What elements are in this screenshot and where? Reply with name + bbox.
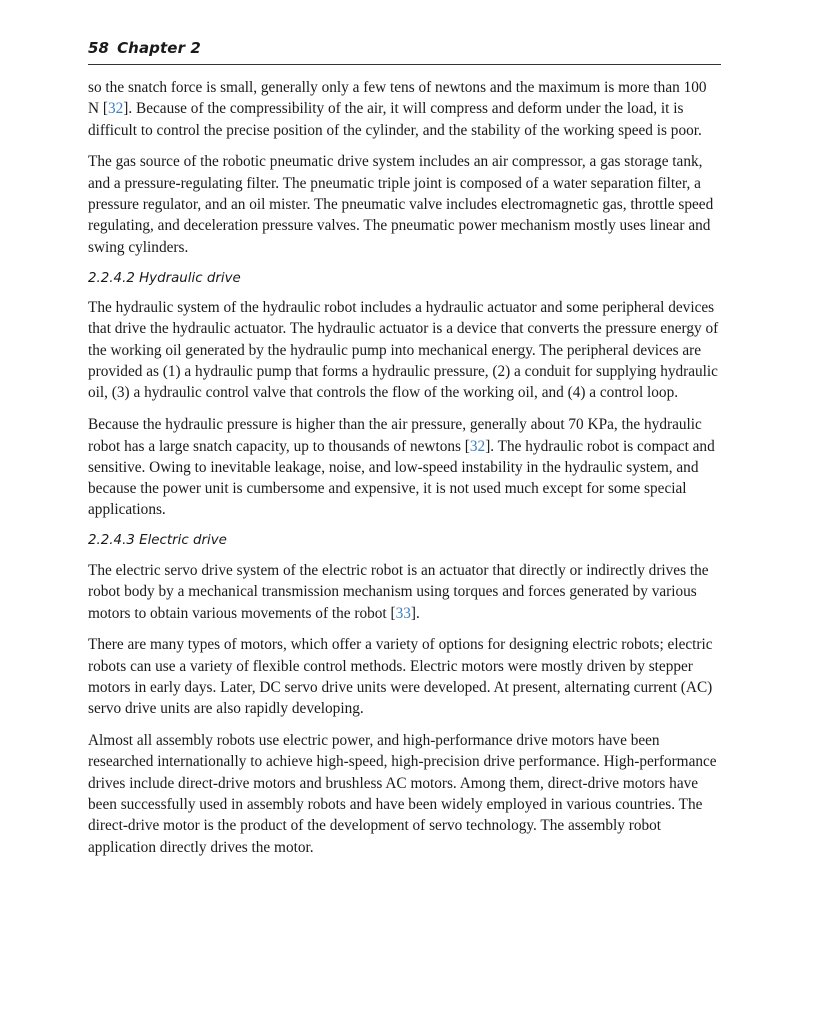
paragraph [88,414,721,520]
paragraph-text: The electric servo drive system of the electric robot is an actuator that directly or indirectly drives the robot body by a mechanical transmission mechanism using torques and forces generated by various motors to obtain various movements of the robot [ [88,561,709,622]
paragraph: The hydraulic system of the hydraulic robot includes a hydraulic actuator and some peripheral devices that drive the hydraulic actuator. The hydraulic actuator is a device that converts the pressure energy of the working oil generated by the hydraulic pump into mechanical energy. The peripheral devices are provided as (1) a hydraulic pump that forms a hydraulic pressure, (2) a conduit for supplying hydraulic oil, (3) a hydraulic control valve that controls the flow of the working oil, and (4) a control loop. [88,299,719,402]
page-body [88,77,721,869]
paragraph: There are many types of motors, which offer a variety of options for designing electric robots; electric robots can use a variety of flexible control methods. Electric motors were mostly driven by stepper motors in early days. Later, DC servo drive units were developed. At present, alternating current (AC) servo drive units are also rapidly developing. [88,636,713,718]
page-number: 58 [88,39,110,57]
citation-link[interactable]: 33 [395,604,411,622]
citation-link[interactable]: 32 [469,437,486,455]
paragraph-text: ]. [410,604,420,622]
section-heading: 2.2.4.3 Electric drive [88,533,227,549]
citation-link[interactable]: 32 [107,100,124,118]
paragraph-text: ]. The hydraulic robot is compact and sensitive. Owing to inevitable leakage, noise, and low-speed instability in the hydraulic system, and because the power unit is cumbersome and expensive, it is not used much except for some special applications. [88,437,715,519]
paragraph-text: ]. Because of the compressibility of the air, it will compress and deform under the load, it is difficult to control the precise position of the cylinder, and the stability of the working speed is poor. [88,100,702,139]
paragraph [88,77,721,141]
paragraph [88,560,721,624]
running-header [88,38,721,65]
paragraph-text: so the snatch force is small, generally only a few tens of newtons and the maximum is more than 100 N [ [88,79,707,118]
paragraph: Almost all assembly robots use electric power, and high-performance drive motors have been researched internationally to achieve high-speed, high-precision drive performance. High-performance drives include direct-drive motors and brushless AC motors. Among them, direct-drive motors have been successfully used in assembly robots and have been widely employed in various countries. The direct-drive motor is the product of the development of servo technology. The assembly robot application directly drives the motor. [88,732,717,856]
paragraph: The gas source of the robotic pneumatic drive system includes an air compressor, a gas storage tank, and a pressure-regulating filter. The pneumatic triple joint is composed of a water separation filter, a pressure regulator, and an oil mister. The pneumatic valve includes electromagnetic gas, throttle speed regulating, and deceleration pressure valves. The pneumatic power mechanism mostly uses linear and swing cylinders. [88,153,714,256]
paragraph-text: Because the hydraulic pressure is higher than the air pressure, generally about 70 KPa, the hydraulic robot has a large snatch capacity, up to thousands of newtons [ [88,416,702,455]
section-heading: 2.2.4.2 Hydraulic drive [88,270,241,286]
chapter-title: Chapter 2 [117,39,201,57]
header-text [88,39,201,57]
